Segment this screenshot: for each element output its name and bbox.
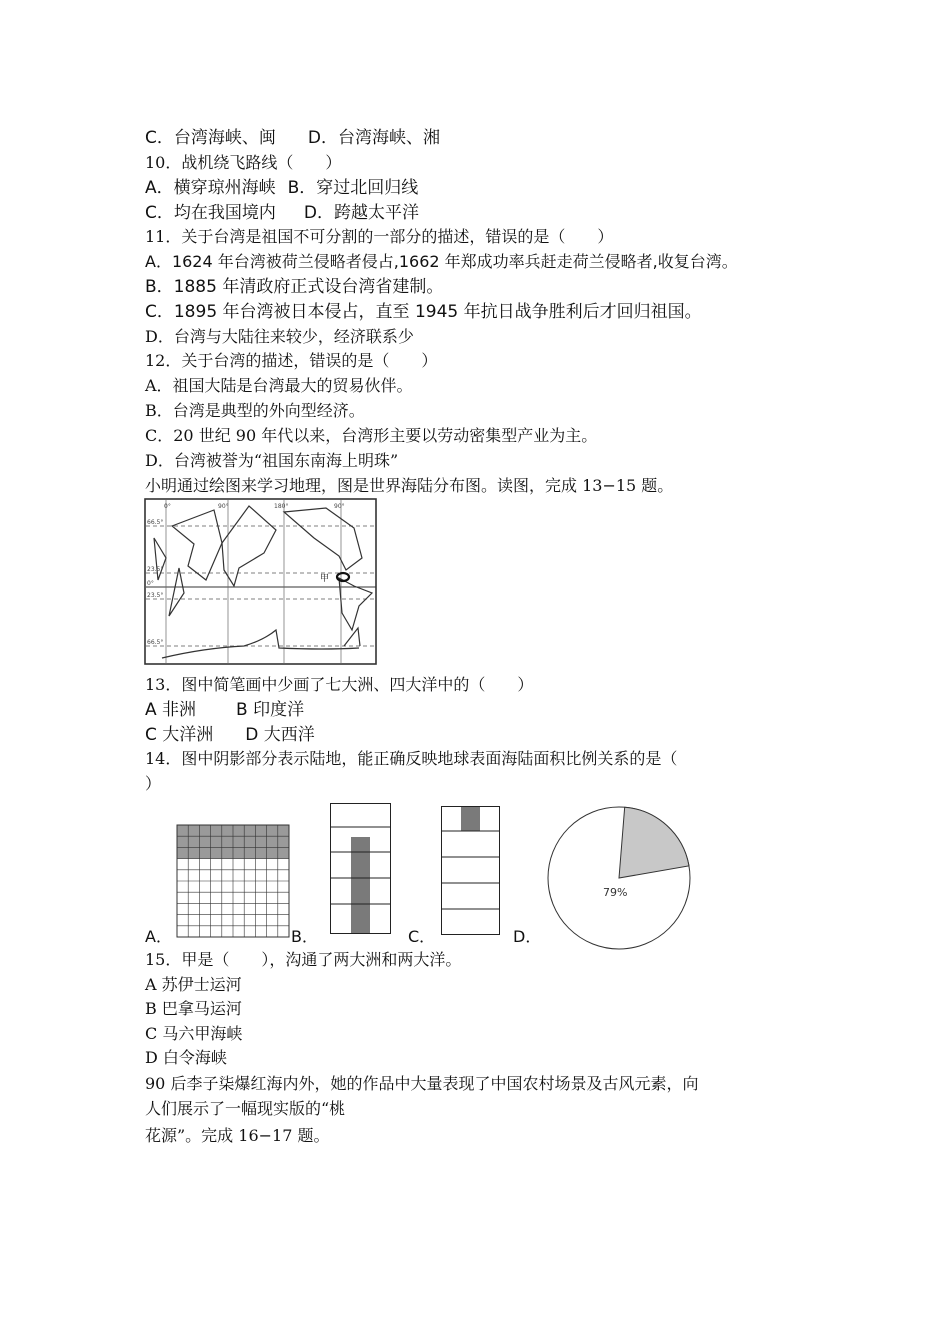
lat-label-equator: 0°: [147, 580, 154, 587]
q13-option-b: B 印度洋: [236, 700, 305, 720]
lon-label-90w: 90°: [334, 503, 345, 510]
world-map-figure: [144, 498, 378, 666]
q9-option-d: D．台湾海峡、湘: [307, 128, 440, 148]
lat-label-23n: 23.5°: [147, 566, 164, 573]
q14-label-a: A．: [145, 927, 172, 946]
q10-option-c: C．均在我国境内: [145, 203, 276, 223]
q13-options-cd: [145, 723, 315, 747]
q9-option-c: C．台湾海峡、闽: [145, 128, 276, 148]
q14-stem-cont: ）: [145, 774, 162, 793]
q11-option-c: C．1895 年台湾被日本侵占，直至 1945 年抗日战争胜利后才回归祖国。: [145, 302, 702, 322]
q15-option-c: C 马六甲海峡: [145, 1024, 243, 1043]
pie-percent-label: 79%: [603, 886, 628, 899]
q14-figure-a-grid: [176, 824, 290, 938]
q14-label-b: B．: [291, 927, 318, 946]
pie-land-slice: [619, 807, 689, 878]
marker-jia-label: 甲: [320, 574, 330, 584]
q10-option-b: B．穿过北回归线: [287, 178, 419, 198]
q14-figure-c-bar: [441, 806, 501, 936]
q9-options-cd: [145, 126, 440, 150]
q14-label-d: D．: [513, 927, 542, 946]
q11-option-a: A．1624 年台湾被荷兰侵略者侵占,1662 年郑成功率兵赶走荷兰侵略者,收复台湾。: [145, 252, 738, 271]
lon-label-90e: 90°: [218, 503, 229, 510]
q12-option-a: A．祖国大陆是台湾最大的贸易伙伴。: [145, 376, 413, 395]
q13-option-d: D 大西洋: [245, 725, 315, 745]
lon-label-0: 0°: [164, 503, 171, 510]
q13-option-a: A 非洲: [145, 700, 197, 720]
intro-16-17-line1: 90 后李子柒爆红海内外，她的作品中大量表现了中国农村场景及古风元素，向: [145, 1074, 699, 1093]
q11-option-d: D．台湾与大陆往来较少，经济联系少: [145, 327, 414, 346]
q15-option-b: B 巴拿马运河: [145, 999, 242, 1018]
lat-label-66s: 66.5°: [147, 639, 164, 646]
q10-options-cd: [145, 201, 419, 225]
q14-figure-b-bar: [330, 803, 392, 935]
intro-16-17-line3: 花源”。完成 16−17 题。: [145, 1126, 330, 1145]
q15-option-d: D 白令海峡: [145, 1048, 227, 1067]
q13-options-ab: [145, 698, 304, 722]
q12-option-c: C．20 世纪 90 年代以来，台湾形主要以劳动密集型产业为主。: [145, 426, 598, 445]
q11-option-b: B．1885 年清政府正式设台湾省建制。: [145, 277, 444, 297]
intro-13-15: 小明通过绘图来学习地理，图是世界海陆分布图。读图，完成 13−15 题。: [145, 476, 674, 495]
q10-option-d: D．跨越太平洋: [303, 203, 419, 223]
q11-stem: 11．关于台湾是祖国不可分割的一部分的描述，错误的是（ ）: [145, 227, 614, 246]
q10-option-a: A．横穿琼州海峡: [145, 178, 276, 198]
lon-label-180: 180°: [274, 503, 289, 510]
lat-label-23s: 23.5°: [147, 592, 164, 599]
q13-option-c: C 大洋洲: [145, 725, 214, 745]
q15-stem: 15．甲是（ ），沟通了两大洲和两大洋。: [145, 950, 462, 969]
q12-option-b: B．台湾是典型的外向型经济。: [145, 401, 365, 420]
bar-c-land-fill: [461, 807, 480, 831]
q12-stem: 12．关于台湾的描述，错误的是（ ）: [145, 351, 438, 370]
intro-16-17-line2: 人们展示了一幅现实版的“桃: [145, 1099, 346, 1118]
q10-stem: 10．战机绕飞路线（ ）: [145, 153, 342, 172]
q13-stem: 13．图中简笔画中少画了七大洲、四大洋中的（ ）: [145, 675, 534, 694]
bar-b-land-fill: [351, 837, 370, 933]
q14-label-c: C．: [408, 927, 436, 946]
q14-stem: 14．图中阴影部分表示陆地，能正确反映地球表面海陆面积比例关系的是（: [145, 749, 678, 768]
q14-figure-d-pie: [545, 804, 693, 952]
q15-option-a: A 苏伊士运河: [145, 975, 242, 994]
lat-label-66n: 66.5°: [147, 519, 164, 526]
q10-options-ab: [145, 176, 418, 200]
q12-option-d: D．台湾被誉为“祖国东南海上明珠”: [145, 451, 399, 470]
